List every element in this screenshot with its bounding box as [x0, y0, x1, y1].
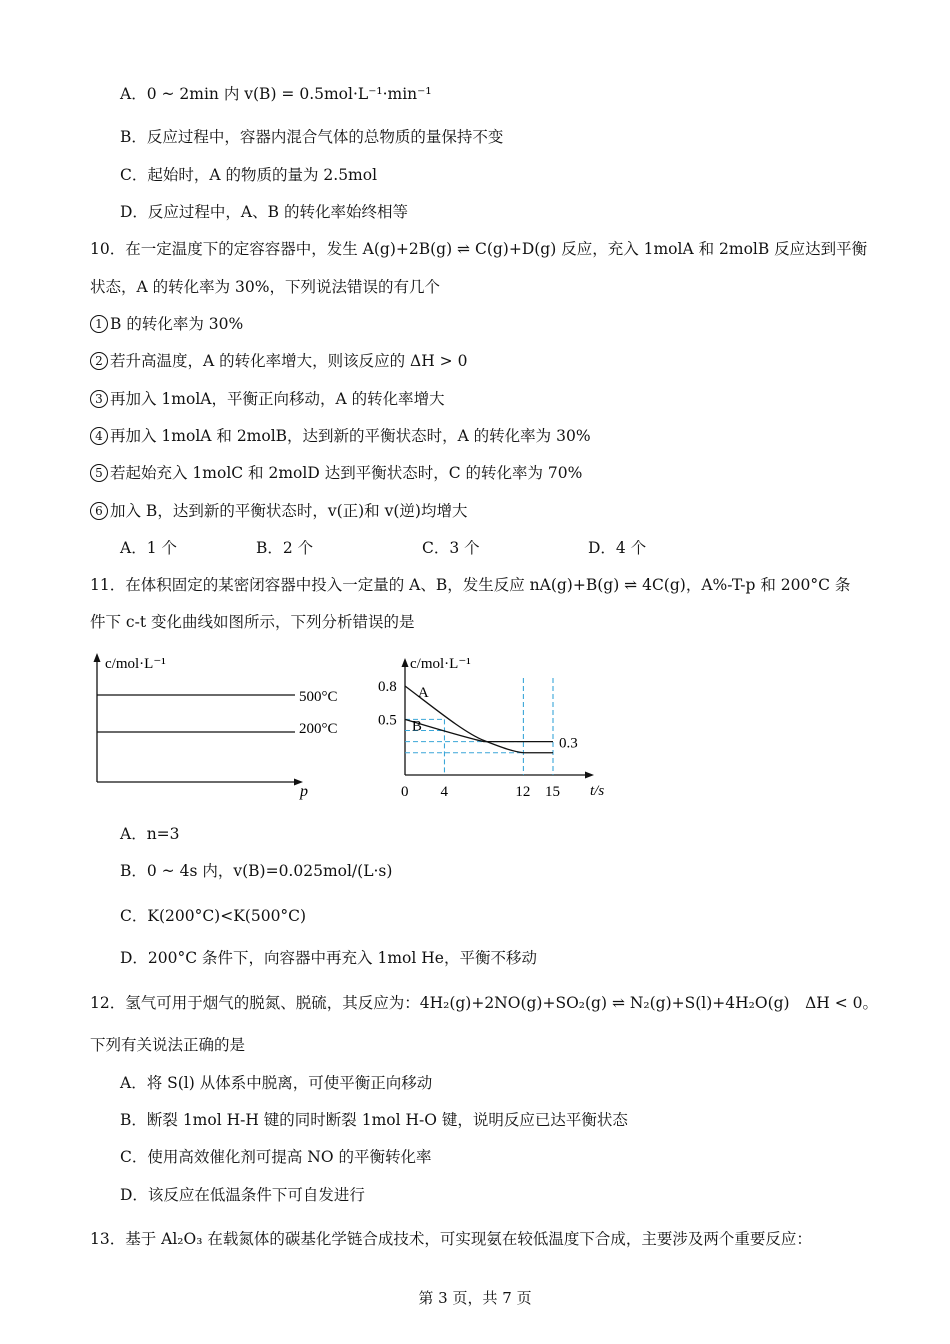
x-axis-label: p: [300, 783, 308, 800]
q11-option-c: C．K(200°C)<K(500°C): [120, 907, 307, 925]
series-label-200: 200°C: [299, 721, 338, 737]
q10-item-text: 再加入 1molA 和 2molB，达到新的平衡状态时，A 的转化率为 30%: [110, 427, 591, 445]
y-axis-label: c/mol·L⁻¹: [410, 656, 471, 672]
x-axis-label: t/s: [590, 783, 605, 799]
circled-number: 1: [90, 315, 108, 333]
q9-option-c: C．起始时，A 的物质的量为 2.5mol: [120, 166, 378, 184]
circled-number: 5: [90, 464, 108, 482]
x-axis-arrow-icon: [585, 772, 594, 779]
q9-option-a: A．0 ~ 2min 内 v(B) = 0.5mol·L⁻¹·min⁻¹: [120, 85, 432, 103]
q11-option-a: A．n=3: [120, 825, 180, 843]
q10-option-a: A．1 个: [120, 539, 177, 557]
q11-stem-line2: 件下 c-t 变化曲线如图所示，下列分析错误的是: [90, 613, 415, 631]
series-label-a: A: [417, 684, 429, 701]
q12-stem-line1: 12．氢气可用于烟气的脱氮、脱硫，其反应为：4H₂(g)+2NO(g)+SO₂(g) ⇌ N₂(g)+S(l)+4H₂O(g) ΔH < 0。: [90, 994, 879, 1012]
q12-option-d: D．该反应在低温条件下可自发进行: [120, 1186, 365, 1204]
q10-item-text: 再加入 1molA，平衡正向移动，A 的转化率增大: [110, 390, 445, 408]
annotation-value: 0.3: [559, 735, 578, 752]
q11-stem-line1: 11．在体积固定的某密闭容器中投入一定量的 A、B，发生反应 nA(g)+B(g) ⇌ 4C(g)，A%-T-p 和 200°C 条: [90, 576, 851, 594]
y-tick-label: 0.8: [378, 679, 397, 695]
circled-number: 6: [90, 502, 108, 520]
chart-c-vs-t: [370, 648, 630, 803]
q12-option-c: C．使用高效催化剂可提高 NO 的平衡转化率: [120, 1148, 432, 1166]
y-tick-label: 0.5: [378, 712, 397, 729]
q12-option-b: B．断裂 1mol H-H 键的同时断裂 1mol H-O 键，说明反应已达平衡状态: [120, 1111, 628, 1129]
q13-stem-line1: 13．基于 Al₂O₃ 在载氮体的碳基化学链合成技术，可实现氨在较低温度下合成，主要涉及两个重要反应：: [90, 1230, 812, 1248]
q9-option-d: D．反应过程中，A、B 的转化率始终相等: [120, 203, 408, 221]
q10-item: [90, 389, 445, 409]
series-label-500: 500°C: [299, 689, 338, 705]
q10-stem-line1: 10．在一定温度下的定容容器中，发生 A(g)+2B(g) ⇌ C(g)+D(g) 反应，充入 1molA 和 2molB 反应达到平衡: [90, 240, 868, 258]
q10-option-b: B．2 个: [256, 539, 314, 557]
q10-item-text: 若升高温度，A 的转化率增大，则该反应的 ΔH > 0: [110, 352, 468, 370]
q10-item: [90, 463, 582, 483]
circled-number: 2: [90, 352, 108, 370]
q10-item: [90, 314, 243, 334]
x-tick-label: 15: [545, 784, 560, 800]
q10-option-c: C．3 个: [422, 539, 480, 557]
q10-item: [90, 351, 467, 371]
y-axis-arrow-icon: [94, 653, 101, 662]
q11-option-d: D．200°C 条件下，向容器中再充入 1mol He，平衡不移动: [120, 949, 537, 967]
series-label-b: B: [411, 718, 422, 735]
q12-option-a: A．将 S(l) 从体系中脱离，可使平衡正向移动: [120, 1074, 433, 1092]
q10-item-text: 若起始充入 1molC 和 2molD 达到平衡状态时，C 的转化率为 70%: [110, 464, 583, 482]
page-footer: 第 3 页，共 7 页: [418, 1289, 532, 1307]
q10-item-text: B 的转化率为 30%: [110, 315, 244, 333]
circled-number: 3: [90, 390, 108, 408]
y-axis-label: c/mol·L⁻¹: [105, 656, 166, 672]
q9-option-b: B．反应过程中，容器内混合气体的总物质的量保持不变: [120, 128, 504, 146]
q10-item: [90, 501, 467, 521]
q10-item-text: 加入 B，达到新的平衡状态时，v(正)和 v(逆)均增大: [110, 502, 468, 520]
q10-option-d: D．4 个: [588, 539, 647, 557]
q12-stem-line2: 下列有关说法正确的是: [90, 1036, 246, 1054]
chart-a-percent-vs-p: [85, 650, 365, 800]
q10-options: [120, 538, 646, 558]
q10-stem-line2: 状态，A 的转化率为 30%，下列说法错误的有几个: [90, 278, 441, 296]
x-tick-label: 0: [401, 784, 409, 800]
x-tick-label: 12: [515, 784, 531, 800]
y-axis-arrow-icon: [402, 658, 409, 667]
circled-number: 4: [90, 427, 108, 445]
x-tick-label: 4: [440, 784, 448, 800]
q11-option-b: B．0 ~ 4s 内，v(B)=0.025mol/(L·s): [120, 862, 393, 880]
q10-item: [90, 426, 591, 446]
